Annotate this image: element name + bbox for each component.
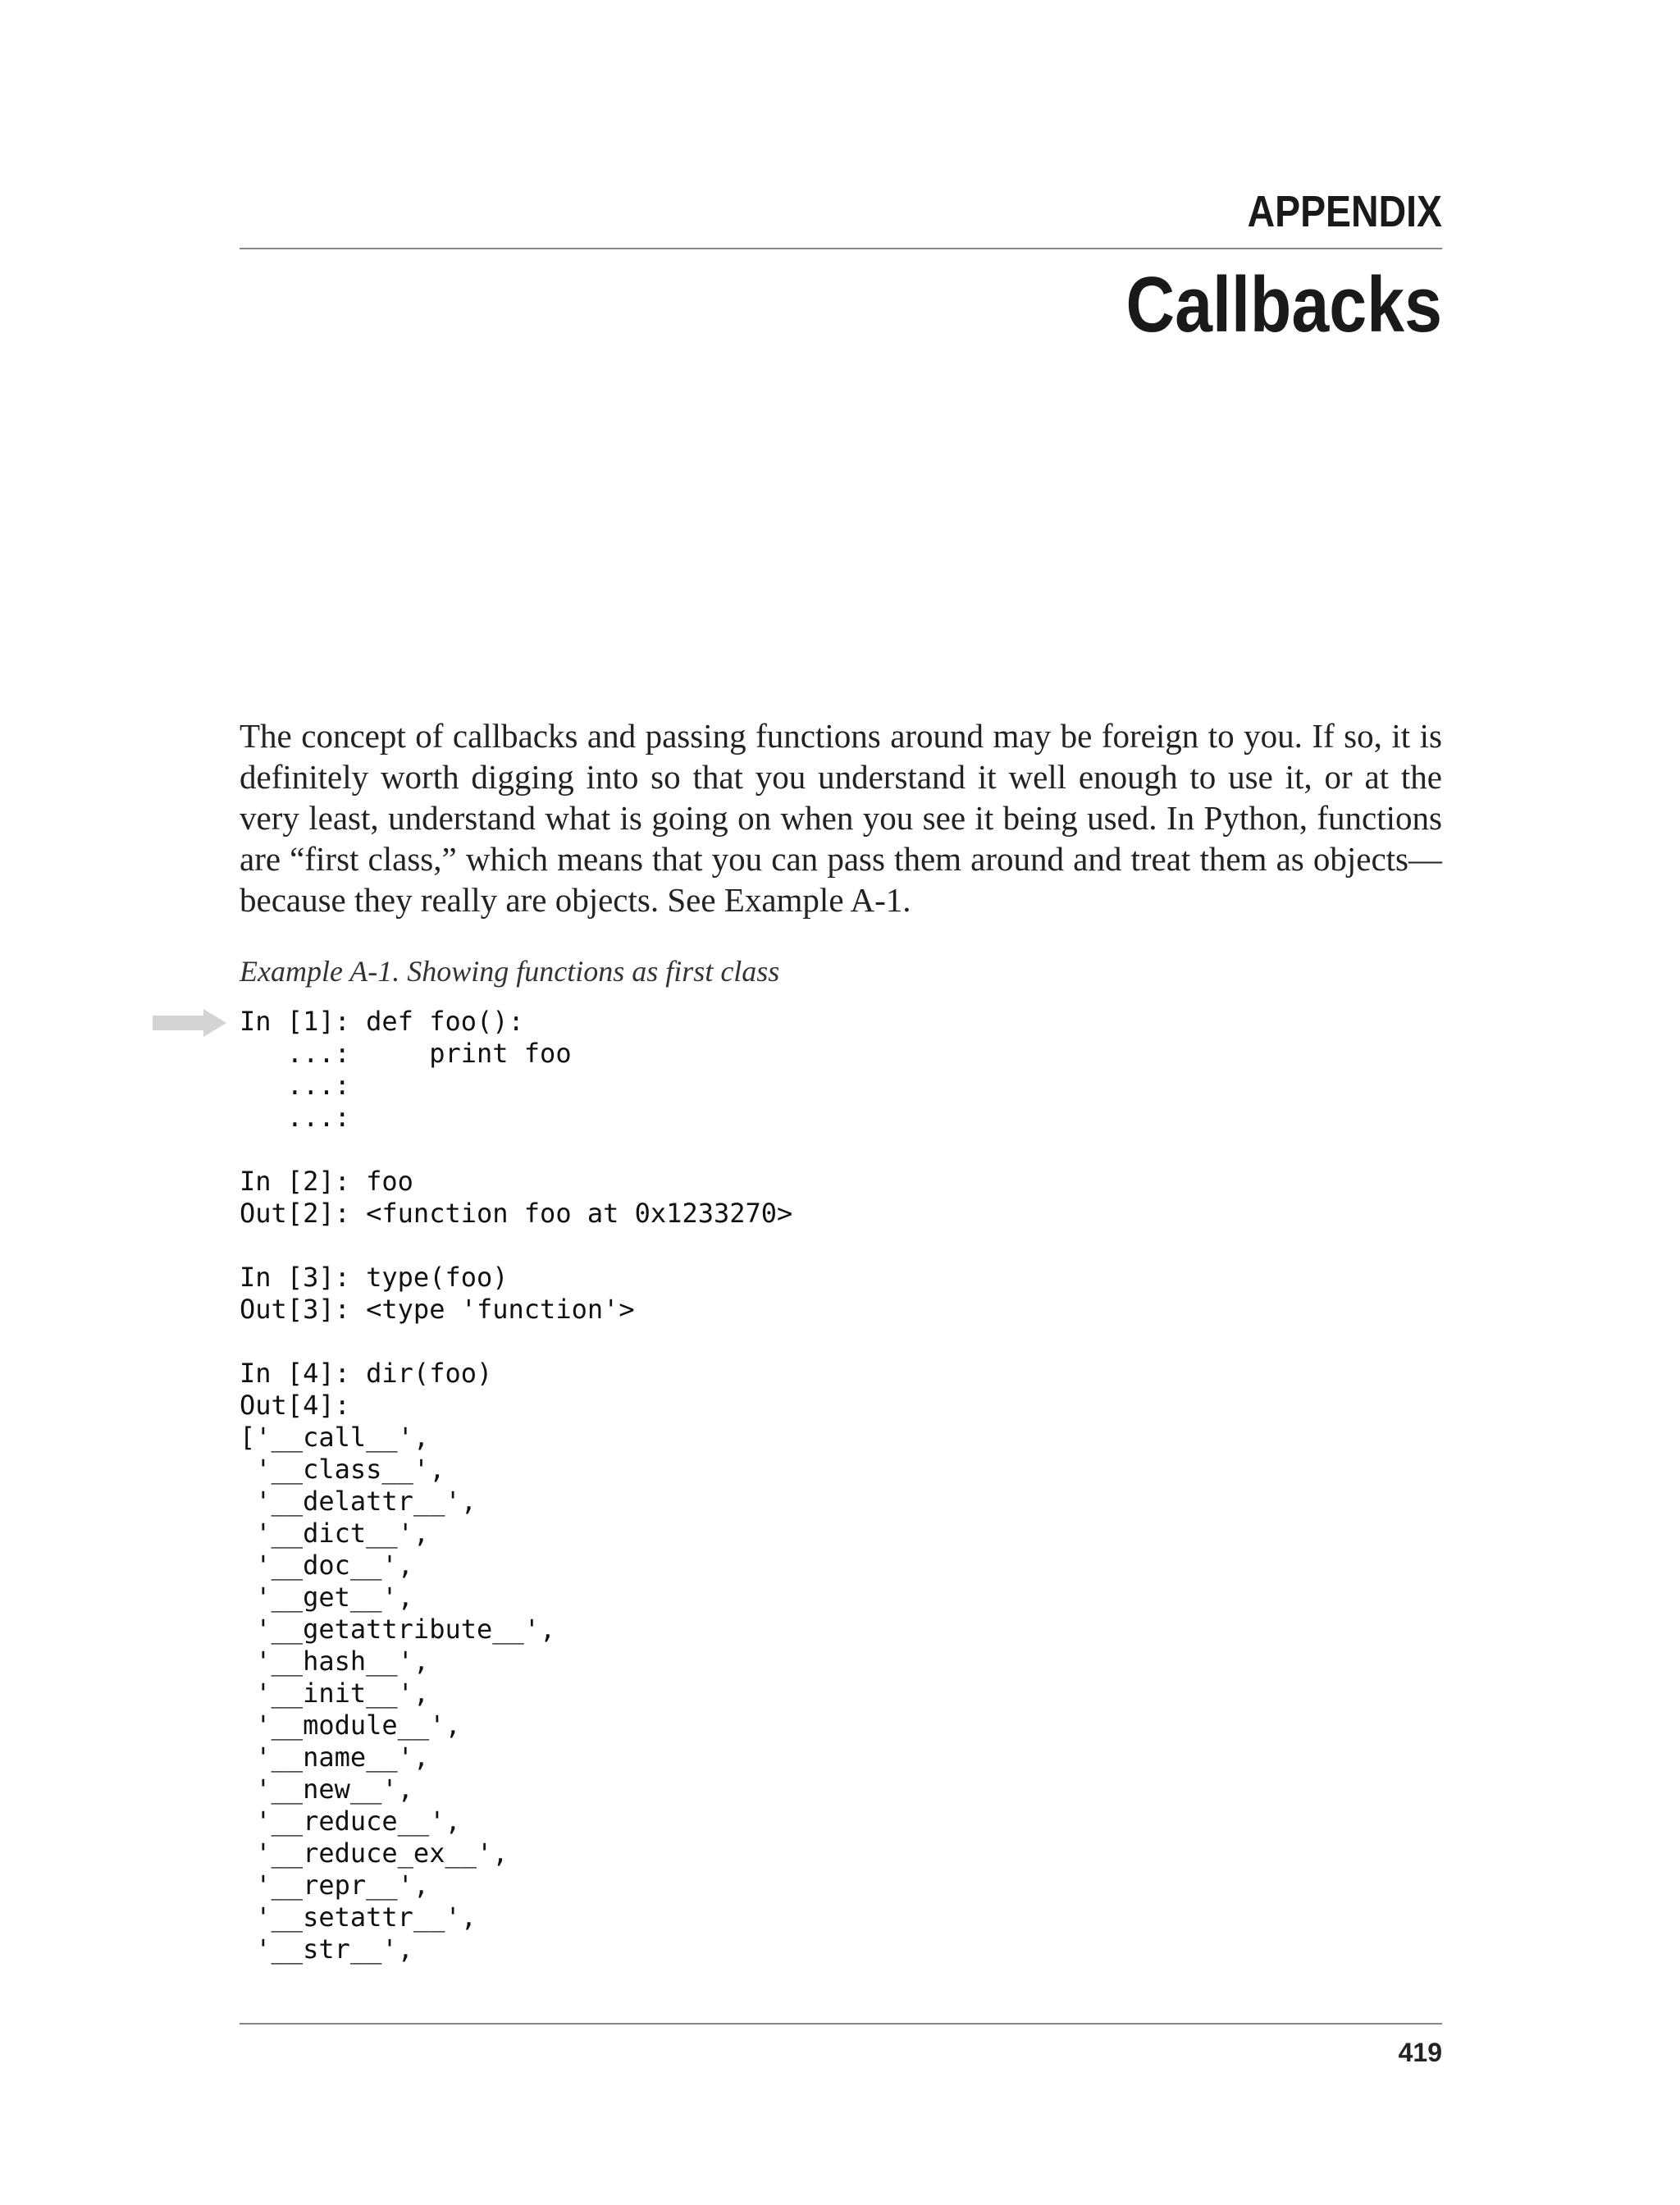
header-divider [240,248,1442,249]
arrow-right-icon [153,1009,226,1037]
example-caption: Example A-1. Showing functions as first class [240,955,780,988]
chapter-title: Callbacks [1125,261,1442,349]
intro-paragraph: The concept of callbacks and passing functions around may be foreign to you. If so, it is definitely worth digging into so that you understand it well enough to use it, or at the very least, understand what is going on when you see it being used. In Python, functions are “first class,” which means that you can pass them around and treat them as objects—because they really are objects. See Example A-1. [240,717,1442,919]
footer-divider [240,2023,1442,2025]
page-number: 419 [1398,2038,1442,2067]
chapter-header [240,180,1442,354]
appendix-label: APPENDIX [1247,187,1442,236]
code-example: In [1]: def foo(): ...: print foo ...: ...: In [2]: foo Out[2]: <function foo at 0x1233270> In [3]: type(foo) Out[3]: <type 'function'> In [4]: dir(foo) Out[4]: ['__call__', '__class__', '__delattr__', '__dict__', '__doc__', '__get__', '__getattribute__', '__hash__', '__init__', '__module__', '__name__', '__new__', '__reduce__', '__reduce_ex__', '__repr__', '__setattr__', '__str__', [240,1006,793,1965]
